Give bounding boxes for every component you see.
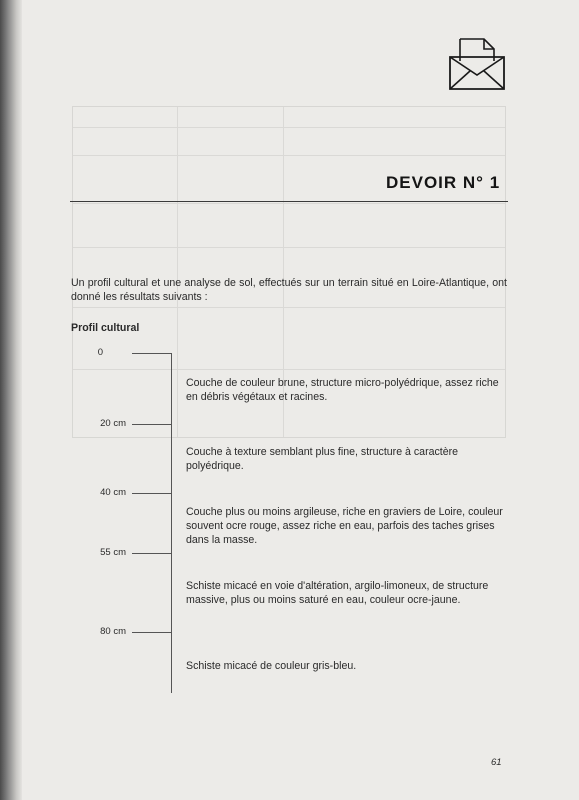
layer-description: Schiste micacé en voie d'altération, argilo-limoneux, de structure massive, plus ou moins saturé en eau, couleur ocre-jaune. bbox=[186, 580, 489, 606]
page-title: DEVOIR N° 1 bbox=[386, 173, 501, 192]
depth-tick-20 bbox=[132, 424, 171, 425]
profile-axis bbox=[171, 353, 172, 693]
page-binding-shadow bbox=[0, 0, 22, 800]
layer-description: Schiste micacé de couleur gris-bleu. bbox=[186, 660, 357, 672]
layer-description: Couche plus ou moins argileuse, riche en graviers de Loire, couleur souvent ocre rouge, assez riche en eau, parfois des taches grises dans la masse. bbox=[186, 506, 503, 546]
depth-label: 80 cm bbox=[100, 626, 126, 637]
depth-tick-40 bbox=[132, 493, 171, 494]
depth-label: 0 bbox=[97, 347, 103, 358]
layer-description: Couche à texture semblant plus fine, structure à caractère polyédrique. bbox=[186, 446, 459, 472]
intro-paragraph: Un profil cultural et une analyse de sol, effectués sur un terrain situé en Loire-Atlantique, ont donné les résultats suivants : bbox=[71, 277, 507, 303]
depth-tick-0 bbox=[132, 353, 171, 354]
layer-description: Couche de couleur brune, structure micro-polyédrique, assez riche en débris végétaux et racines. bbox=[186, 377, 499, 403]
depth-label: 20 cm bbox=[100, 418, 126, 429]
title-rule bbox=[70, 201, 508, 202]
depth-label: 55 cm bbox=[100, 547, 126, 558]
envelope-icon bbox=[448, 37, 506, 91]
depth-label: 40 cm bbox=[100, 487, 126, 498]
depth-tick-80 bbox=[132, 632, 171, 633]
depth-tick-55 bbox=[132, 553, 171, 554]
page-number: 61 bbox=[491, 757, 502, 768]
section-title: Profil cultural bbox=[71, 322, 140, 334]
